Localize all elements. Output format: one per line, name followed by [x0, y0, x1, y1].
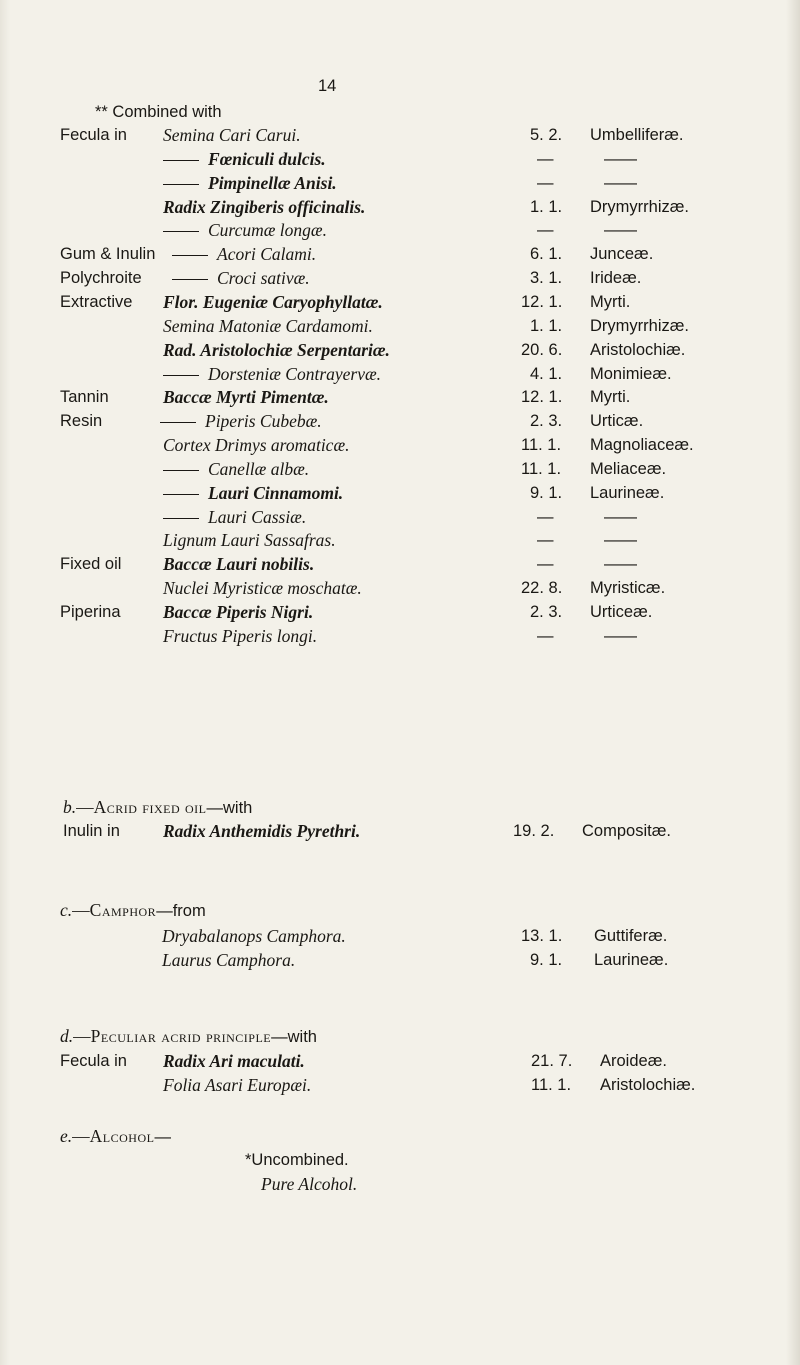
order-number: 3. 1. [530, 269, 563, 287]
natural-order: —— [604, 555, 637, 573]
natural-order: Meliaceæ. [590, 460, 667, 478]
ditto-dash [163, 470, 199, 471]
substance-class: Piperina [60, 603, 121, 621]
section-d-label: d. [60, 1026, 74, 1046]
natural-order: Aristolochiæ. [590, 341, 686, 359]
ditto-dash [160, 422, 196, 423]
natural-order: Drymyrrhizæ. [590, 198, 689, 216]
page-shadow-right [786, 0, 800, 1365]
drug-name: Dorsteniæ Contrayervæ. [208, 364, 382, 384]
drug-name: Croci sativæ. [217, 268, 310, 288]
substance-class: Extractive [60, 293, 133, 311]
natural-order: Drymyrrhizæ. [590, 317, 689, 335]
drug-name: Semina Cari Carui. [163, 125, 301, 145]
section-b-heading: b.—Acrid fixed oil—with [63, 797, 253, 817]
natural-order: Myrti. [590, 388, 631, 406]
drug-name: Pimpinellæ Anisi. [208, 173, 337, 193]
drug-name: Nuclei Myristicæ moschatæ. [163, 578, 362, 598]
ditto-dash [163, 494, 199, 495]
section-d-num: 11. 1. [531, 1076, 572, 1094]
section-c-name: Laurus Camphora. [162, 950, 296, 970]
section-c-num: 13. 1. [521, 927, 563, 945]
order-number: 12. 1. [521, 293, 563, 311]
drug-name: Fructus Piperis longi. [163, 626, 318, 646]
natural-order: Myrti. [590, 293, 631, 311]
ditto-dash [172, 279, 208, 280]
natural-order: —— [604, 174, 637, 192]
section-b-num: 19. 2. [513, 822, 555, 840]
section-d-name: Radix Ari maculati. [163, 1051, 305, 1071]
order-number: 9. 1. [530, 484, 563, 502]
page-number: 14 [318, 77, 337, 95]
natural-order: —— [604, 150, 637, 168]
ditto-dash [163, 518, 199, 519]
section-c-label: c. [60, 900, 73, 920]
natural-order: —— [604, 221, 637, 239]
drug-name: Curcumæ longæ. [208, 220, 327, 240]
drug-name: Radix Zingiberis officinalis. [163, 197, 366, 217]
drug-name: Baccæ Lauri nobilis. [163, 554, 315, 574]
page-shadow-left [0, 0, 10, 1365]
section-e-title: Alcohol [89, 1126, 155, 1146]
section-e-line2: Pure Alcohol. [261, 1174, 358, 1194]
section-b-title: Acrid fixed oil [93, 797, 207, 817]
order-number: 1. 1. [530, 317, 563, 335]
drug-name: Semina Matoniæ Cardamomi. [163, 316, 373, 336]
drug-name: Fœniculi dulcis. [208, 149, 326, 169]
section-d-class: Fecula in [60, 1052, 127, 1070]
section-c-title: Camphor [89, 900, 157, 920]
substance-class: Fecula in [60, 126, 127, 144]
section-c-heading: c.—Camphor—from [60, 900, 206, 920]
order-number: 2. 3. [530, 603, 563, 621]
ditto-dash [172, 255, 208, 256]
natural-order: —— [604, 627, 637, 645]
order-number: 11. 1. [521, 436, 562, 454]
section-d-order: Aroideæ. [600, 1052, 667, 1070]
drug-name: Piperis Cubebæ. [205, 411, 322, 431]
order-number: — [537, 221, 554, 239]
order-number: 6. 1. [530, 245, 563, 263]
substance-class: Resin [60, 412, 103, 430]
section-d-heading: d.—Peculiar acrid principle—with [60, 1026, 317, 1046]
natural-order: Monimieæ. [590, 365, 672, 383]
order-number: 11. 1. [521, 460, 562, 478]
substance-class: Polychroite [60, 269, 142, 287]
section-c-suffix: —from [156, 902, 206, 920]
natural-order: Myristicæ. [590, 579, 666, 597]
drug-name: Rad. Aristolochiæ Serpentariæ. [163, 340, 390, 360]
ditto-dash [163, 184, 199, 185]
ditto-dash [163, 160, 199, 161]
section-c-name: Dryabalanops Camphora. [162, 926, 346, 946]
section-b-label: b. [63, 797, 77, 817]
natural-order: —— [604, 531, 637, 549]
order-number: 20. 6. [521, 341, 563, 359]
section-e-suffix: — [154, 1128, 171, 1146]
natural-order: Umbelliferæ. [590, 126, 684, 144]
drug-name: Baccæ Myrti Pimentæ. [163, 387, 329, 407]
section-c-num: 9. 1. [530, 951, 563, 969]
section-e-label: e. [60, 1126, 73, 1146]
section-c-order: Guttiferæ. [594, 927, 668, 945]
natural-order: Urticæ. [590, 412, 644, 430]
ditto-dash [163, 231, 199, 232]
section-d-suffix: —with [271, 1028, 317, 1046]
order-number: 22. 8. [521, 579, 563, 597]
section-d-name: Folia Asari Europæi. [163, 1075, 312, 1095]
section-b-name: Radix Anthemidis Pyrethri. [163, 821, 361, 841]
substance-class: Tannin [60, 388, 109, 406]
natural-order: —— [604, 508, 637, 526]
drug-name: Lignum Lauri Sassafras. [163, 530, 336, 550]
drug-name: Baccæ Piperis Nigri. [163, 602, 314, 622]
order-number: 2. 3. [530, 412, 563, 430]
section-b-suffix: —with [206, 799, 253, 817]
order-number: — [537, 627, 554, 645]
natural-order: Magnoliaceæ. [590, 436, 694, 454]
order-number: 1. 1. [530, 198, 563, 216]
order-number: — [537, 555, 554, 573]
natural-order: Junceæ. [590, 245, 654, 263]
section-c-order: Laurineæ. [594, 951, 669, 969]
order-number: 5. 2. [530, 126, 563, 144]
drug-name: Lauri Cinnamomi. [208, 483, 344, 503]
section-e-heading: e.—Alcohol— [60, 1126, 171, 1146]
order-number: 4. 1. [530, 365, 563, 383]
drug-name: Cortex Drimys aromaticæ. [163, 435, 350, 455]
section-b-order: Compositæ. [582, 822, 671, 840]
combined-heading: ** Combined with [95, 103, 222, 121]
section-e-line1: *Uncombined. [245, 1151, 349, 1169]
natural-order: Urticeæ. [590, 603, 653, 621]
drug-name: Canellæ albæ. [208, 459, 310, 479]
order-number: — [537, 508, 554, 526]
natural-order: Laurineæ. [590, 484, 665, 502]
order-number: — [537, 174, 554, 192]
order-number: 12. 1. [521, 388, 563, 406]
drug-name: Lauri Cassiæ. [208, 507, 307, 527]
natural-order: Irideæ. [590, 269, 642, 287]
section-d-order: Aristolochiæ. [600, 1076, 696, 1094]
section-d-num: 21. 7. [531, 1052, 573, 1070]
substance-class: Gum & Inulin [60, 245, 156, 263]
drug-name: Acori Calami. [217, 244, 317, 264]
drug-name: Flor. Eugeniæ Caryophyllatæ. [163, 292, 383, 312]
ditto-dash [163, 375, 199, 376]
section-b-class: Inulin in [63, 822, 120, 840]
section-d-title: Peculiar acrid principle [90, 1026, 272, 1046]
order-number: — [537, 150, 554, 168]
order-number: — [537, 531, 554, 549]
substance-class: Fixed oil [60, 555, 122, 573]
